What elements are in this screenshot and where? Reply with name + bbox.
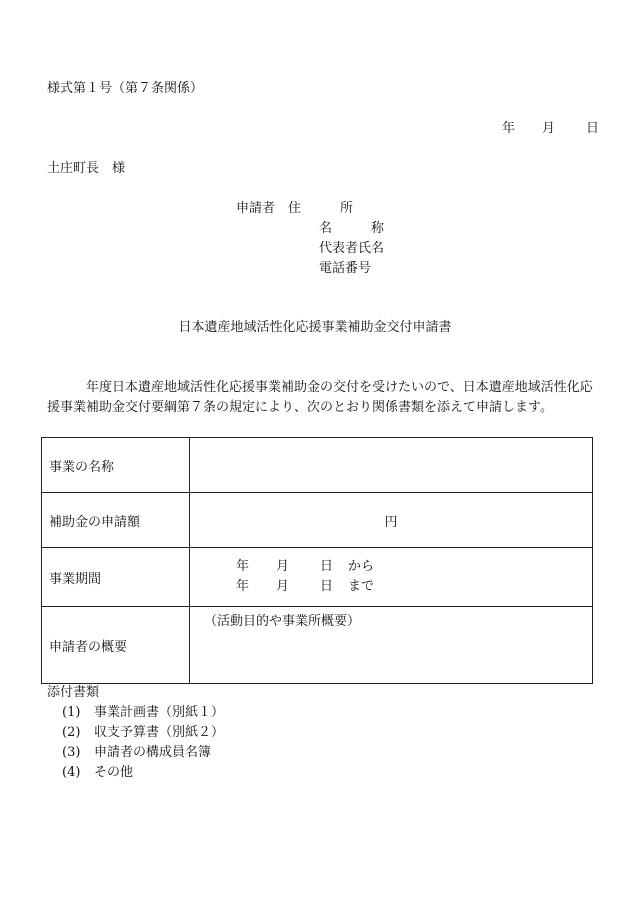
applicant-representative-label: 代表者氏名 bbox=[319, 241, 385, 256]
applicant-address-label: 住 所 bbox=[288, 201, 354, 216]
period-end-month: 月 bbox=[276, 579, 290, 594]
attachment-text: 収支予算書（別紙２） bbox=[94, 725, 225, 740]
addressee: 土庄町長 様 bbox=[47, 161, 126, 176]
date-line bbox=[502, 121, 599, 137]
overview-label: 申請者の概要 bbox=[42, 607, 190, 684]
attachment-number: (1) bbox=[62, 705, 81, 720]
period-end-suffix: まで bbox=[348, 579, 375, 594]
applicant-fields bbox=[288, 201, 385, 281]
period-start-year: 年 bbox=[236, 559, 250, 574]
attachments-list bbox=[62, 705, 224, 785]
list-item bbox=[62, 765, 224, 785]
date-day: 日 bbox=[586, 121, 600, 136]
form-number: 様式第１号（第７条関係） bbox=[47, 81, 204, 96]
period-start-suffix: から bbox=[348, 559, 375, 574]
amount-label: 補助金の申請額 bbox=[42, 493, 190, 548]
application-table bbox=[41, 437, 593, 684]
amount-field[interactable] bbox=[190, 493, 593, 548]
applicant-label: 申請者 bbox=[236, 201, 276, 216]
amount-unit: 円 bbox=[384, 514, 398, 530]
attachment-text: 申請者の構成員名簿 bbox=[94, 745, 212, 760]
overview-note: （活動目的や事業所概要） bbox=[204, 614, 361, 629]
project-name-label: 事業の名称 bbox=[42, 438, 190, 493]
overview-field[interactable] bbox=[190, 607, 593, 684]
list-item bbox=[62, 705, 224, 725]
period-label: 事業期間 bbox=[42, 548, 190, 607]
period-end-day: 日 bbox=[320, 579, 334, 594]
table-row bbox=[42, 607, 593, 684]
table-row bbox=[42, 548, 593, 607]
period-start-month: 月 bbox=[276, 559, 290, 574]
list-item bbox=[62, 745, 224, 765]
period-field[interactable] bbox=[190, 548, 593, 607]
table-row bbox=[42, 493, 593, 548]
project-name-field[interactable] bbox=[190, 438, 593, 493]
period-end bbox=[190, 577, 592, 597]
attachments-title: 添付書類 bbox=[47, 685, 100, 700]
table-row bbox=[42, 438, 593, 493]
attachment-text: その他 bbox=[94, 765, 134, 780]
attachment-number: (2) bbox=[62, 725, 81, 740]
period-start bbox=[190, 557, 592, 577]
attachment-number: (3) bbox=[62, 745, 81, 760]
date-month: 月 bbox=[542, 121, 556, 136]
list-item bbox=[62, 725, 224, 745]
applicant-name-label: 名 称 bbox=[319, 221, 385, 236]
period-start-day: 日 bbox=[320, 559, 334, 574]
period-end-year: 年 bbox=[236, 579, 250, 594]
body-text: 年度日本遺産地域活性化応援事業補助金の交付を受けたいので、日本遺産地域活性化応援事業補助金交付要綱第７条の規定により、次のとおり関係書類を添えて申請します。 bbox=[47, 380, 593, 415]
attachment-text: 事業計画書（別紙１） bbox=[94, 705, 225, 720]
attachment-number: (4) bbox=[62, 765, 81, 780]
document-title: 日本遺産地域活性化応援事業補助金交付申請書 bbox=[178, 320, 452, 335]
applicant-phone-label: 電話番号 bbox=[319, 261, 372, 276]
date-year: 年 bbox=[502, 121, 516, 136]
body-paragraph bbox=[47, 378, 602, 418]
